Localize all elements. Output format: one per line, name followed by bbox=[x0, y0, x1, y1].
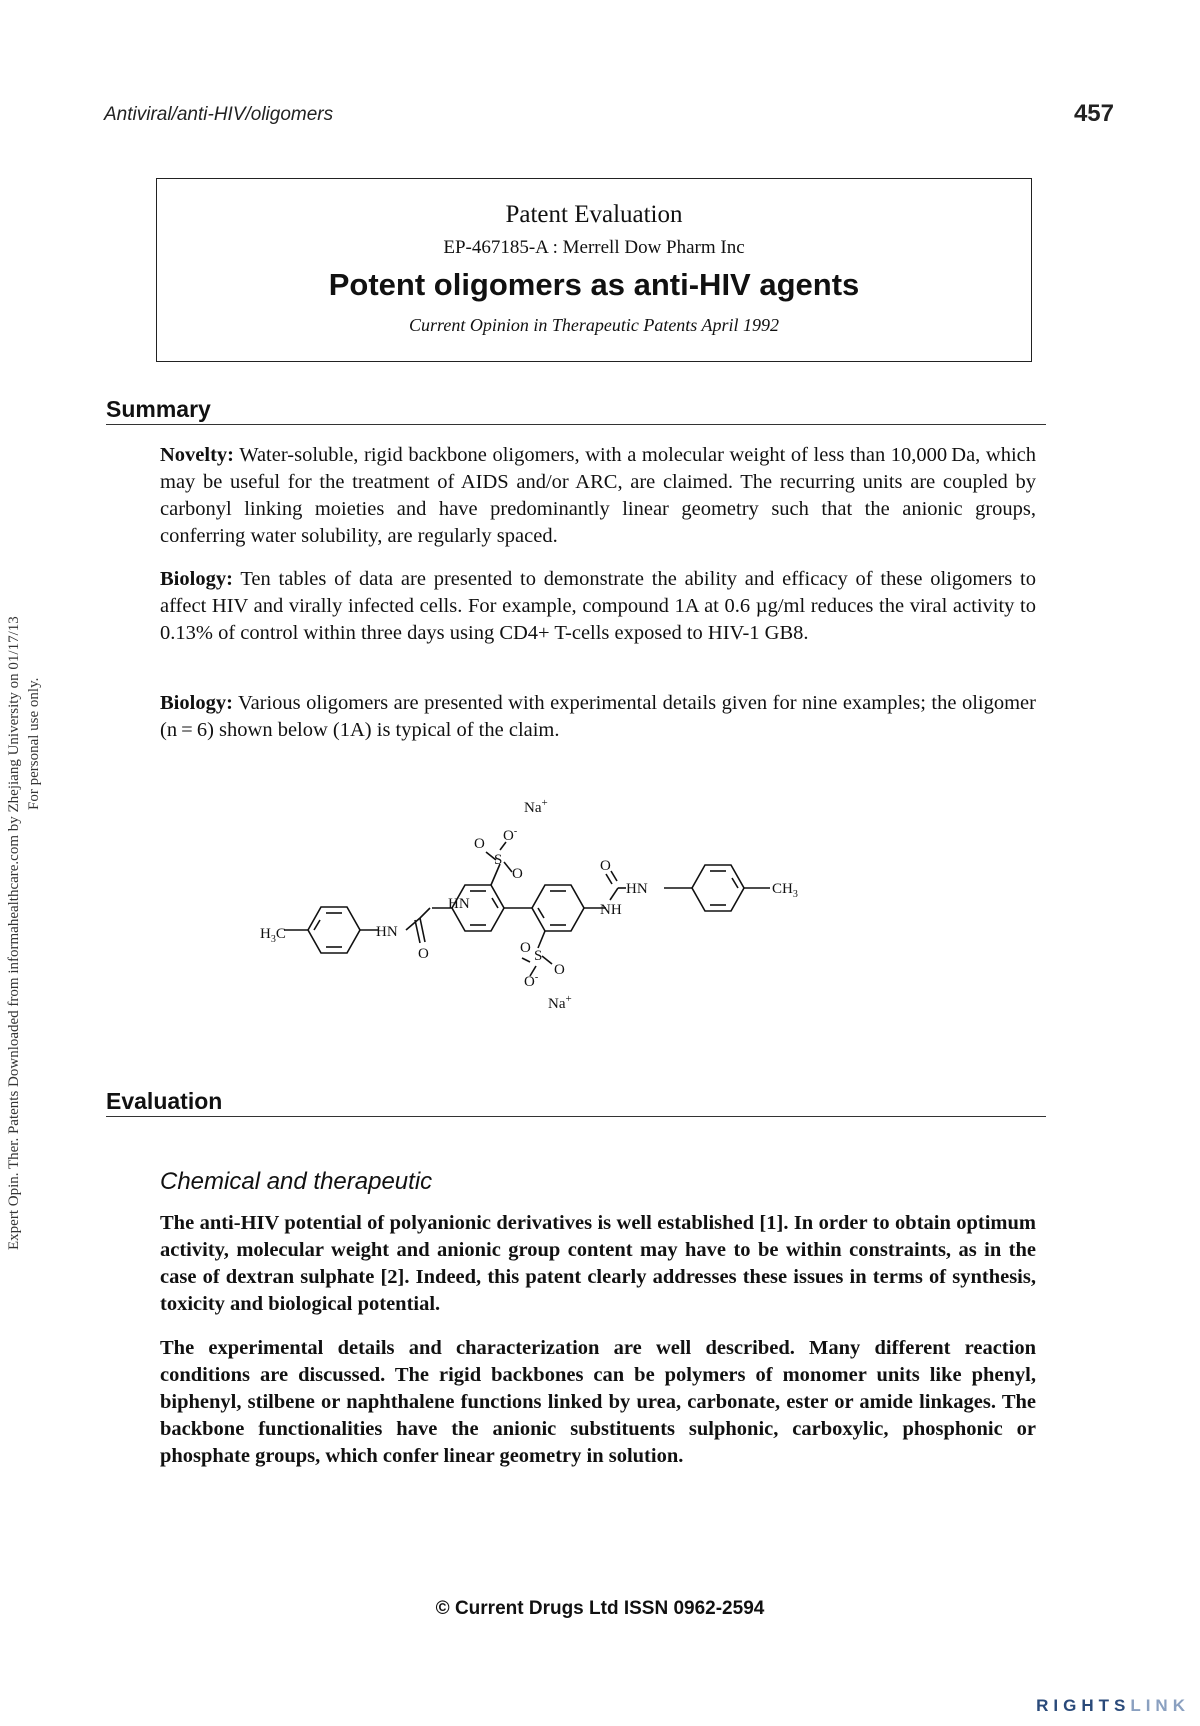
journal-source: Current Opinion in Therapeutic Patents April 1992 bbox=[409, 315, 779, 335]
rightslink-logo: RIGHTSLINK bbox=[1036, 1696, 1190, 1715]
label-o-minus-bottom: O- bbox=[524, 972, 539, 990]
patent-reference: EP-467185-A : Merrell Dow Pharm Inc bbox=[443, 237, 745, 258]
novelty-label: Novelty: bbox=[160, 444, 235, 466]
running-head: Antiviral/anti-HIV/oligomers bbox=[104, 104, 334, 125]
page-number: 457 bbox=[1073, 100, 1114, 127]
biology-text-2: Various oligomers are presented with experimental details given for nine examples; the oligomer (n = 6) shown below (1A) is typical of the claim. bbox=[160, 692, 1036, 741]
label-o-minus-top: O- bbox=[503, 826, 518, 844]
label-o-s-bottom: O bbox=[520, 940, 531, 956]
novelty-text: Water-soluble, rigid backbone oligomers, with a molecular weight of less than 10,000 Da, which may be useful for the treatment of AIDS and/or ARC, are claimed. The recurring units are coupled by carbonyl linking moieties and have predominantly linear geometry such that the anionic groups, conferring water solubility, are regularly spaced. bbox=[160, 444, 1036, 547]
chemical-structure-1a bbox=[260, 780, 920, 1010]
biology-paragraph-1 bbox=[160, 566, 1036, 647]
label-o-right: O bbox=[600, 858, 611, 874]
label-o-s-top: O bbox=[474, 836, 485, 852]
label-hn-right: HN bbox=[626, 881, 648, 897]
novelty-paragraph bbox=[160, 442, 1036, 550]
download-notice bbox=[0, 560, 40, 1260]
label-ch3: $CH_3$ bbox=[772, 881, 798, 900]
label-o-left: O bbox=[418, 946, 429, 962]
biology-label-1: Biology: bbox=[160, 568, 233, 590]
box-label: Patent Evaluation bbox=[505, 201, 683, 228]
patent-evaluation-box bbox=[156, 178, 1032, 362]
label-s-bottom: S bbox=[534, 948, 543, 964]
tolyl-ring-left bbox=[308, 907, 360, 953]
article-title: Potent oligomers as anti-HIV agents bbox=[328, 267, 860, 302]
label-o-bottom-right: O bbox=[554, 962, 565, 978]
label-na-top: Na+ bbox=[524, 797, 548, 816]
biology-text-1: Ten tables of data are presented to demonstrate the ability and efficacy of these oligomers to affect HIV and virally infected cells. For example, compound 1A at 0.6 µg/ml reduces the viral activity to 0.13% of control within three days using CD4+ T-cells exposed to HIV-1 GB8. bbox=[160, 568, 1036, 644]
copyright-footer: © Current Drugs Ltd ISSN 0962-2594 bbox=[435, 1598, 765, 1619]
download-notice-line1: Expert Opin. Ther. Patents Downloaded from informahealthcare.com by Zhejiang University on 01/17/13 bbox=[6, 616, 22, 1250]
biphenyl-ring-b bbox=[532, 885, 584, 931]
chemical-therapeutic-subheading: Chemical and therapeutic bbox=[160, 1168, 433, 1195]
structure-labels bbox=[260, 797, 798, 1010]
label-na-bottom: Na+ bbox=[548, 993, 572, 1010]
label-s-top: S bbox=[494, 852, 503, 868]
biology-paragraph-2 bbox=[160, 690, 1036, 744]
biology-label-2: Biology: bbox=[160, 692, 233, 714]
evaluation-paragraph-1: The anti-HIV potential of polyanionic derivatives is well established [1]. In order to obtain optimum activity, molecular weight and anionic group content may have to be within constraints, as in the case of dextran sulphate [2]. Indeed, this patent clearly addresses these issues in terms of synthesis, toxicity and biological potential. bbox=[160, 1212, 1036, 1315]
tolyl-ring-right bbox=[692, 865, 744, 911]
label-o-top-right: O bbox=[512, 866, 523, 882]
download-notice-line2: For personal use only. bbox=[26, 677, 42, 810]
evaluation-paragraph-2: The experimental details and characterization are well described. Many different reaction conditions are discussed. The rigid backbones can be polymers of monomer units like phenyl, biphenyl, stilbene or naphthalene functions linked by urea, carbonate, ester or amide linkages. The backbone functionalities have the anionic substituents sulphonic, carboxylic, phosphonic or phosphate groups, which confer linear geometry in solution. bbox=[160, 1337, 1036, 1467]
evaluation-heading: Evaluation bbox=[106, 1088, 1046, 1117]
summary-heading: Summary bbox=[106, 396, 1046, 425]
label-hn-left: HN bbox=[376, 924, 398, 940]
label-nh: NH bbox=[600, 902, 622, 918]
label-h3c: $H_3C$ bbox=[260, 926, 286, 945]
label-hn-mid: HN bbox=[448, 896, 470, 912]
